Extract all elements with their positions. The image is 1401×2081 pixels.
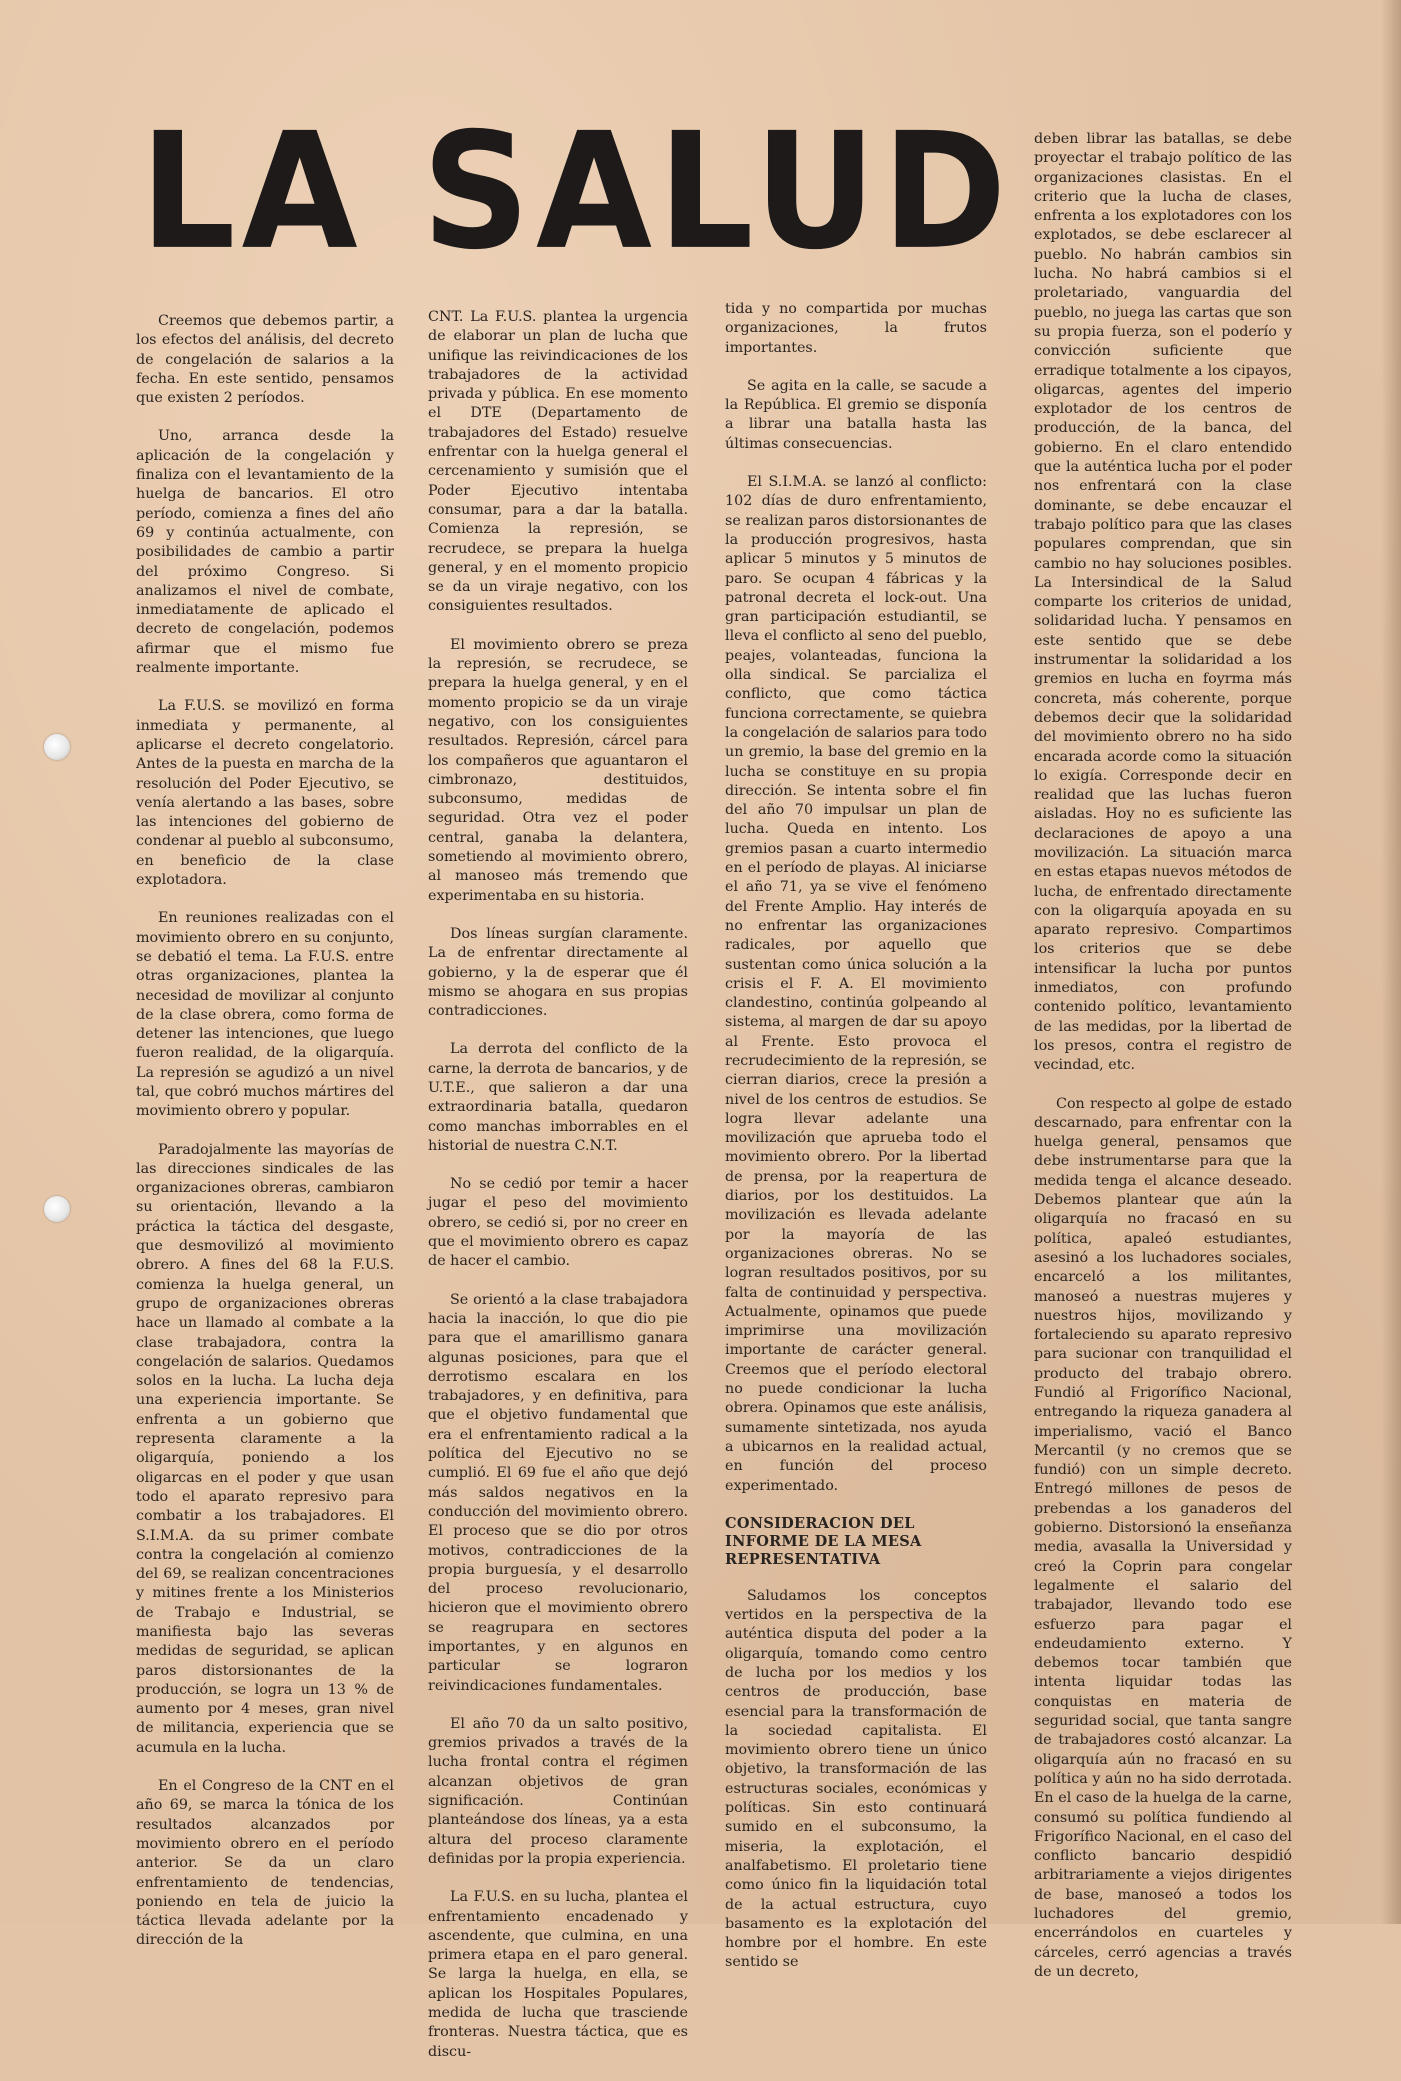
paragraph: Saludamos los conceptos vertidos en la perspectiva de la auténtica disputa del poder a la oligarquía, tomando como centro de lucha por los medios y los centros de producción, base esencial para la transformación de la sociedad capitalista. El movimiento obrero tiene un único objetivo, la transformación de las estructuras sociales, económicas y políticas. Sin esto continuará sumido en el subconsumo, la miseria, la explotación, el analfabetismo. El proletario tiene como único fin la liquidación total de la actual estructura, cuyo basamento es la explotación del hombre por el hombre. En este sentido se — [725, 1587, 987, 1971]
paragraph: No se cedió por temir a hacer jugar el peso del movimiento obrero, se cedió si, por no creer en que el movimiento obrero es capaz de hacer el cambio. — [428, 1176, 688, 1270]
punch-hole-bottom — [44, 1196, 70, 1222]
paragraph: La F.U.S. se movilizó en forma inmediata y permanente, al aplicarse el decreto congelatorio. Antes de la puesta en marcha de la resolución del Poder Ejecutivo, se venía alertando a las bases, sobre las intenciones del gobierno de condenar al pueblo al subconsumo, en beneficio de la clase explotadora. — [136, 698, 394, 889]
paragraph: Creemos que debemos partir, a los efectos del análisis, del decreto de congelación de salarios a la fecha. En este sentido, pensamos que existen 2 períodos. — [136, 313, 394, 407]
paragraph: deben librar las batallas, se debe proyectar el trabajo político de las organizaciones clasistas. En el criterio que la lucha de clases, enfrenta a los explotadores con los explotados, se debe esclarecer al pueblo. No habrán cambios sin lucha. No habrá cambios si el proletariado, vanguardia del pueblo, no juega las cartas que son su propia fuerza, son el poderío y convicción suficiente que erradique totalmente a los cipayos, oligarcas, agentes del imperio explotador de los centros de producción, de la banca, del gobierno. En el claro entendido que la auténtica lucha por el poder nos enfrentará con la clase dominante, se debe encauzar el trabajo político para que las clases populares comprendan, que sin cambio no hay soluciones posibles. La Intersindical de la Salud comparte los criterios de unidad, solidaridad lucha. Y pensamos en este sentido que se debe instrumentar la solidaridad a los gremios en lucha en foyrma más concreta, más coherente, porque debemos decir que la solidaridad del movimiento obrero no ha sido encarada acorde como la situación lo exigía. Corresponde decir en realidad que las luchas fueron aisladas. Hoy no es suficiente las declaraciones de apoyo a una movilización. La situación marca en estas etapas nuevos métodos de lucha, de enfrentado directamente con la oligarquía apoyada en su aparato represivo. Compartimos los criterios que se debe intensificar la lucha por puntos inmediatos, con profundo contenido político, levantamiento de las medidas, por la libertad de los presos, contra el registro de vecindad, etc. — [1034, 131, 1292, 1074]
article-column-2 — [428, 308, 688, 2081]
paragraph: El año 70 da un salto positivo, gremios privados a través de la lucha frontal contra el régimen alcanzan objetivos de gran significación. Continúan planteándose dos líneas, ya a esta altura del proceso claramente definidas por la propia experiencia. — [428, 1715, 688, 1867]
article-column-1 — [136, 312, 394, 1970]
section-heading: CONSIDERACION DEL INFORME DE LA MESA REPRESENTATIVA — [725, 1514, 922, 1568]
paragraph: El S.I.M.A. se lanzó al conflicto: 102 días de duro enfrentamiento, se realizan paros distorsionantes de la producción progresivos, hasta aplicar 5 minutos y 5 minutos de paro. Se ocupan 4 fábricas y la patronal decreta el lock-out. Una gran participación estudiantil, se lleva el conflicto al seno del pueblo, peajes, volanteadas, funciona la olla sindical. Se parcializa el conflicto, que como táctica funciona correctamente, se quiebra la congelación de salarios para todo un gremio, la base del gremio en la lucha se constituye en su propia dirección. Se intenta sobre el fin del año 70 impulsar un plan de lucha. Queda en intento. Los gremios pasan a cuarto intermedio en el período de playas. Al iniciarse el año 71, ya se vive el fenómeno del Frente Amplio. Hay interés de no enfrentar las organizaciones radicales, por aquello que sustentan como única solución a la crisis el F. A. El movimiento clandestino, continúa golpeando al sistema, al margen de dar su apoyo al Frente. Esto provoca el recrudecimiento de la represión, se cierran diarios, crece la presión a nivel de los centros de estudios. Se logra llevar adelante una movilización que aprueba todo el movimiento obrero. Por la libertad de prensa, por la reapertura de diarios, por los destituidos. La movilización es llevada adelante por la mayoría de las organizaciones obreras. No se logran resultados positivos, por su falta de continuidad y perspectiva. Actualmente, opinamos que puede imprimirse una movilización importante de carácter general. Creemos que el período electoral no puede condicionar la lucha obrera. Opinamos que este análisis, sumamente sintetizada, nos ayuda a ubicarnos en la realidad actual, en función del proceso experimentado. — [725, 474, 987, 1494]
paragraph: CNT. La F.U.S. plantea la urgencia de elaborar un plan de lucha que unifique las reivindicaciones de los trabajadores de la actividad privada y pública. En ese momento el DTE (Departamento de trabajadores del Estado) resuelve enfrentar con la huelga general el cercenamiento y sumisión que el Poder Ejecutivo intentaba consumar, para a dar la batalla. Comienza la represión, se recrudece, se prepara la huelga general, y en el momento propicio se da un viraje negativo, con los consiguientes resultados. — [428, 309, 688, 615]
punch-hole-top — [44, 734, 70, 760]
paragraph: Se agita en la calle, se sacude a la República. El gremio se disponía a librar una batalla hasta las últimas consecuencias. — [725, 377, 987, 452]
paragraph: En reuniones realizadas con el movimiento obrero en su conjunto, se debatió el tema. La F.U.S. entre otras organizaciones, plantea la necesidad de movilizar al conjunto de la clase obrera, como forma de detener las intenciones, que luego fueron realidad, de la oligarquía. La represión se agudizó a un nivel tal, que cobró muchos mártires del movimiento obrero y popular. — [136, 910, 394, 1120]
page-edge-shadow — [1381, 0, 1401, 1924]
paragraph: Uno, arranca desde la aplicación de la congelación y finaliza con el levantamiento de la huelga de bancarios. El otro período, comienza a fines del año 69 y continúa actualmente, con posibilidades de cambio a partir del próximo Congreso. Si analizamos el nivel de combate, inmediatamente de aplicado el decreto de congelación, podemos afirmar que el mismo fue realmente importante. — [136, 428, 394, 677]
paragraph: Dos líneas surgían claramente. La de enfrentar directamente al gobierno, y la de esperar que él mismo se ahogara en sus propias contradicciones. — [428, 925, 688, 1020]
article-column-3 — [725, 300, 987, 1992]
paragraph: Con respecto al golpe de estado descarnado, para enfrentar con la huelga general, pensamos que debe instrumentarse para que la medida tenga el alcance deseado. Debemos plantear que aún la oligarquía no fracasó en su política, apaleó estudiantes, asesinó a los luchadores sociales, encarceló a los militantes, manoseó a nuestras mujeres y nuestros hijos, movilizando y fortaleciendo su aparato represivo para sucionar con tranquilidad el producto del trabajo obrero. Fundió al Frigorífico Nacional, entregando la riqueza ganadera al imperialismo, vació el Banco Mercantil (y no cremos que se fundió) con un simple decreto. Entregó millones de pesos de prebendas a los ganaderos del gobierno. Distorsionó la enseñanza media, avasalla la Universidad y creó la Coprin para congelar legalmente el salario del trabajador, llevando todo ese esfuerzo para pagar el endeudamiento externo. Y debemos tocar también que intenta liquidar todas las conquistas en materia de seguridad social, que tanta sangre de trabajadores costó alcanzar. La oligarquía aún no fracasó en su política y aún no ha sido derrotada. En el caso de la huelga de la carne, consumó su política fundiendo al Frigorífico Nacional, en el caso del conflicto bancario despidió arbitrariamente a viejos dirigentes de base, manoseó a todos los luchadores del gremio, encerrándolos en cuarteles y cárceles, cerró agencias a través de un decreto, — [1034, 1095, 1292, 1980]
paragraph: Paradojalmente las mayorías de las direcciones sindicales de las organizaciones obreras, cambiaron su orientación, llevando a la práctica la táctica del desgaste, que desmovilizó al movimiento obrero. A fines del 68 la F.U.S. comienza la huelga general, un grupo de organizaciones obreras hace un llamado al combate a la clase trabajadora, contra la congelación de salarios. Quedamos solos en la lucha. La lucha deja una experiencia importante. Se enfrenta a un gobierno que representa claramente a la oligarquía, poniendo a los oligarcas en el poder y que usan todo el aparato represivo para combatir a los trabajadores. El S.I.M.A. da su primer combate contra la congelación al comienzo del 69, se realizan concentraciones y mitines frente a los Ministerios de Trabajo e Industrial, se manifiesta bajo las severas medidas de seguridad, se aplican paros distorsionantes de la producción, se logra un 13 % de aumento por 4 meses, gran nivel de militancia, experiencia que se acumula en la lucha. — [136, 1141, 394, 1756]
paragraph: Se orientó a la clase trabajadora hacia la inacción, lo que dio pie para que el amarillismo ganara algunas posiciones, para que el derrotismo escalara en los trabajadores, y en definitiva, para que el objetivo fundamental que era el enfrentamiento radical a la política del Ejecutivo no se cumplió. El 69 fue el año que dejó más saldos negativos en la conducción del movimiento obrero. El proceso que se dio por otros motivos, contradicciones de la propia burguesía, y el desarrollo del proceso revolucionario, hicieron que el movimiento obrero se reagrupara en sectores importantes, y en algunos en particular se lograron reivindicaciones fundamentales. — [428, 1291, 688, 1694]
paragraph: En el Congreso de la CNT en el año 69, se marca la tónica de los resultados alcanzados por movimiento obrero en el período anterior. Se da un claro enfrentamiento de tendencias, poniendo en tela de juicio la táctica llevada adelante por la dirección de la — [136, 1778, 394, 1949]
paragraph: La derrota del conflicto de la carne, la derrota de bancarios, y de U.T.E., que salieron a dar una extraordinaria batalla, quedaron como manchas imborrables en el historial de nuestra C.N.T. — [428, 1041, 688, 1154]
paragraph: El movimiento obrero se preza la represión, se recrudece, se prepara la huelga general, y en el momento propicio se da un viraje negativo, con los consiguientes resultados. Represión, cárcel para los compañeros que aguantaron el cimbronazo, destituidos, subconsumo, medidas de seguridad. Otra vez el poder central, ganaba la delantera, sometiendo al movimiento obrero, al manoseo más tremendo que experimentaba en su historia. — [428, 636, 688, 904]
paragraph: La F.U.S. en su lucha, plantea el enfrentamiento encadenado y ascendente, que culmina, en una primera etapa en el paro general. Se larga la huelga, en ella, se aplican los Hospitales Populares, medida de lucha que trasciende fronteras. Nuestra táctica, que es discu- — [428, 1889, 688, 2060]
paragraph: tida y no compartida por muchas organizaciones, la frutos importantes. — [725, 301, 987, 356]
page-title: LA SALUD — [140, 99, 1013, 286]
article-column-4 — [1034, 130, 1292, 2001]
